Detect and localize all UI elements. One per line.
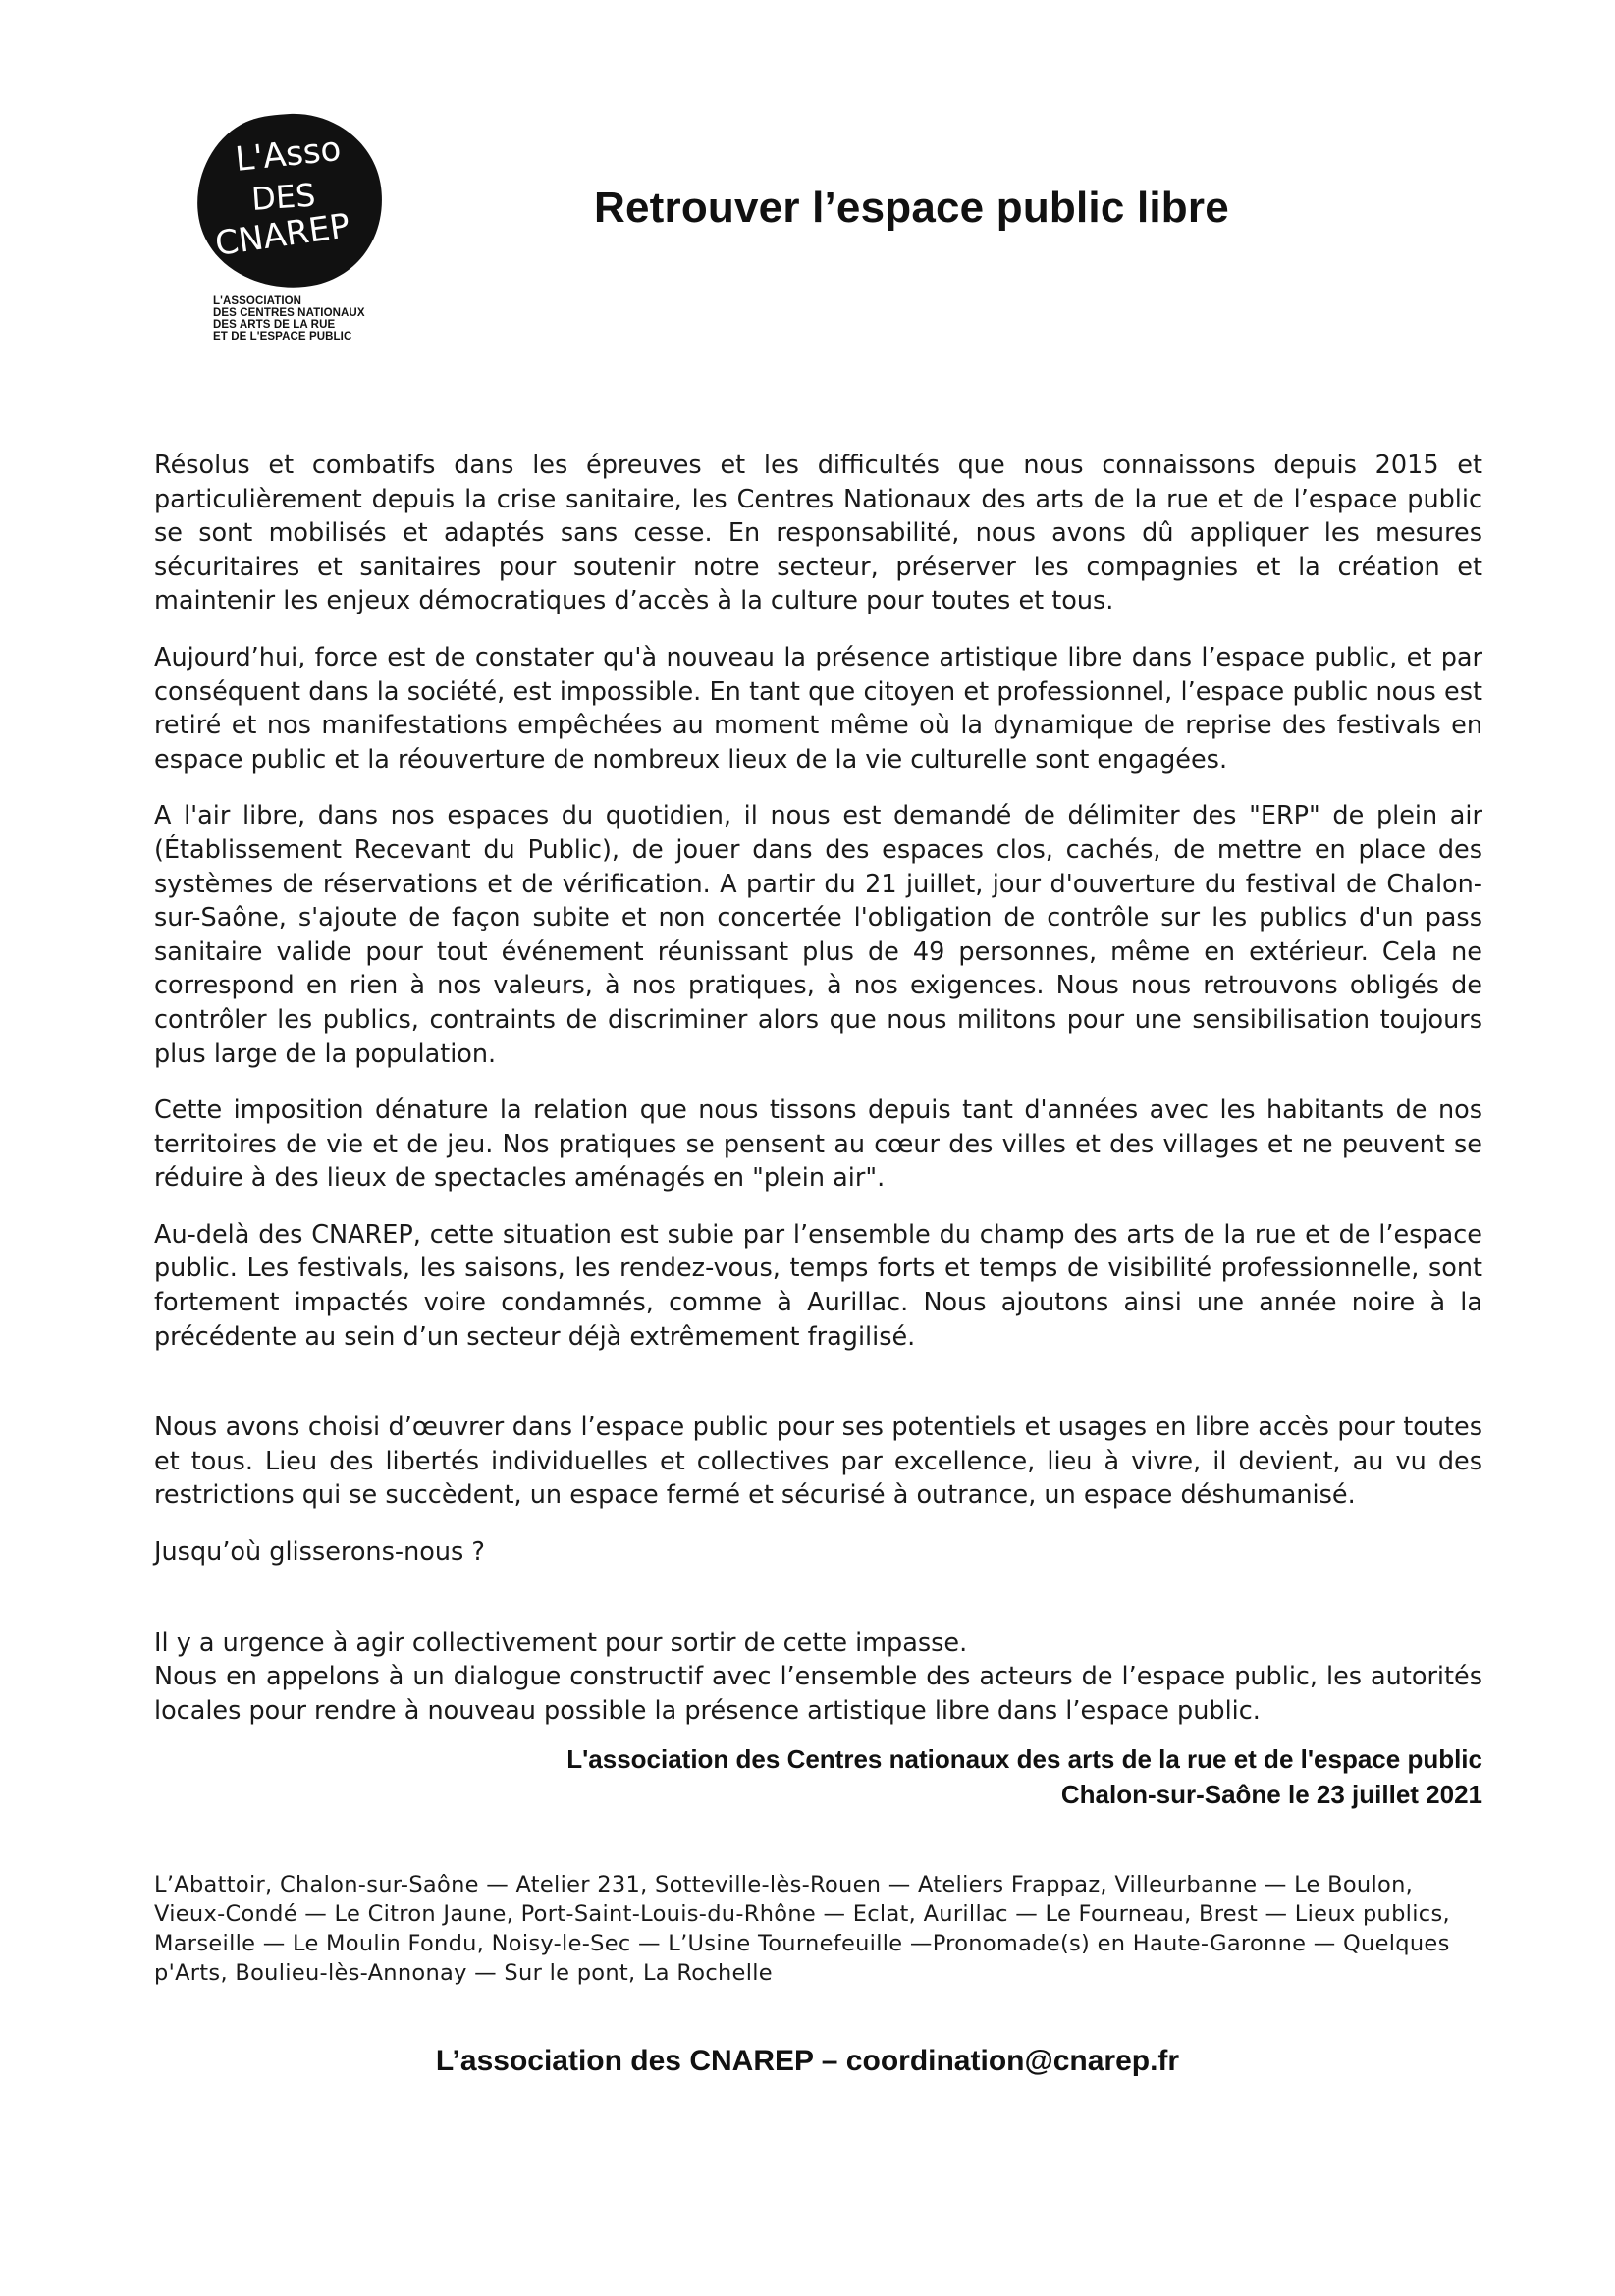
logo-mark-line: DES [249, 176, 317, 218]
paragraph: Au-delà des CNAREP, cette situation est subie par l’ensemble du champ des arts de la rue et de l’espace public. Les festivals, les saisons, les rendez-vous, temps forts et temps de visibilité professionnelle, sont fortement impactés voire condamnés, comme à Aurillac. Nous ajoutons ainsi une année noire à la précédente au sein d’un secteur déjà extrêmement fragilisé. [154, 1219, 1482, 1352]
paragraph: Jusqu’où glisserons-nous ? [154, 1537, 485, 1568]
logo-caption [213, 295, 427, 343]
paragraph: Aujourd’hui, force est de constater qu'à nouveau la présence artistique libre dans l’espace public, et par conséquent dans la société, est impossible. En tant que citoyen et professionnel, l’espace public nous est retiré et nos manifestations empêchées au moment même où la dynamique de reprise des festivals en espace public et la réouverture de nombreux lieux de la vie culturelle sont engagées. [154, 642, 1482, 774]
paragraph: Nous en appelons à un dialogue constructif avec l’ensemble des acteurs de l’espace public, les autorités locales pour rendre à nouveau possible la présence artistique libre dans l’espace public. [154, 1662, 1482, 1726]
paragraph: A l'air libre, dans nos espaces du quotidien, il nous est demandé de délimiter des "ERP" de plein air (Établissement Recevant du Public), de jouer dans des espaces clos, cachés, de mettre en place des systèmes de réservations et de vérification. A partir du 21 juillet, jour d'ouverture du festival de Chalon-sur-Saône, s'ajoute de façon subite et non concertée l'obligation de contrôle sur les publics d'un pass sanitaire valide pour tout événement réunissant plus de 49 personnes, même en extérieur. Cela ne correspond en rien à nos valeurs, à nos pratiques, à nos exigences. Nous nous retrouvons obligés de contrôler les publics, contraints de discriminer alors que nous militons pour une sensibilisation toujours plus large de la population. [154, 801, 1482, 1069]
signature-line: L'association des Centres nationaux des arts de la rue et de l'espace public [566, 1744, 1482, 1774]
logo-mark-line: L'Asso [233, 129, 344, 180]
paragraph: Nous avons choisi d’œuvrer dans l’espace public pour ses potentiels et usages en libre accès pour toutes et tous. Lieu des libertés individuelles et collectives par excellence, lieu à vivre, il devient, au vu des restrictions qui se succèdent, un espace fermé et sécurisé à outrance, un espace déshumanisé. [154, 1413, 1482, 1511]
footer-contact: L’association des CNAREP – coordination@cnarep.fr [435, 2045, 1180, 2077]
logo-caption-line: L'ASSOCIATION [213, 295, 302, 307]
logo-mark-icon [191, 108, 388, 290]
signature-date: Chalon-sur-Saône le 23 juillet 2021 [1060, 1780, 1482, 1809]
logo-caption-line: DES CENTRES NATIONAUX [213, 307, 365, 319]
page-title: Retrouver l’espace public libre [594, 184, 1229, 232]
paragraph: Cette imposition dénature la relation que nous tissons depuis tant d'années avec les habitants de nos territoires de vie et de jeu. Nos pratiques se pensent au cœur des villes et des villages et ne peuvent se réduire à des lieux de spectacles aménagés en "plein air". [154, 1095, 1482, 1194]
logo-caption-line: DES ARTS DE LA RUE [213, 319, 336, 331]
paragraph: Résolus et combatifs dans les épreuves et les difficultés que nous connaissons depuis 2015 et particulièrement depuis la crise sanitaire, les Centres Nationaux des arts de la rue et de l’espace public se sont mobilisés et adaptés sans cesse. En responsabilité, nous avons dû appliquer les mesures sécuritaires et sanitaires pour soutenir notre secteur, préserver les compagnies et la création et maintenir les enjeux démocratiques d’accès à la culture pour toutes et tous. [154, 451, 1482, 616]
signature-block [566, 1741, 1482, 1812]
members-list: L’Abattoir, Chalon-sur-Saône — Atelier 231, Sotteville-lès-Rouen — Ateliers Frappaz, Villeurbanne — Le Boulon, Vieux-Condé — Le Citron Jaune, Port-Saint-Louis-du-Rhône — Eclat, Aurillac — Le Fourneau, Brest — Lieux publics, Marseille — Le Moulin Fondu, Noisy-le-Sec — L’Usine Tournefeuille —Pronomade(s) en Haute-Garonne — Quelques p'Arts, Boulieu-lès-Annonay — Sur le pont, La Rochelle [154, 1872, 1450, 1986]
logo-mark-line: CNAREP [212, 206, 352, 264]
paragraph: Il y a urgence à agir collectivement pour sortir de cette impasse. [154, 1628, 968, 1658]
logo-caption-line: ET DE L'ESPACE PUBLIC [213, 331, 352, 343]
letter-body [154, 449, 1482, 1728]
logo [191, 108, 427, 343]
